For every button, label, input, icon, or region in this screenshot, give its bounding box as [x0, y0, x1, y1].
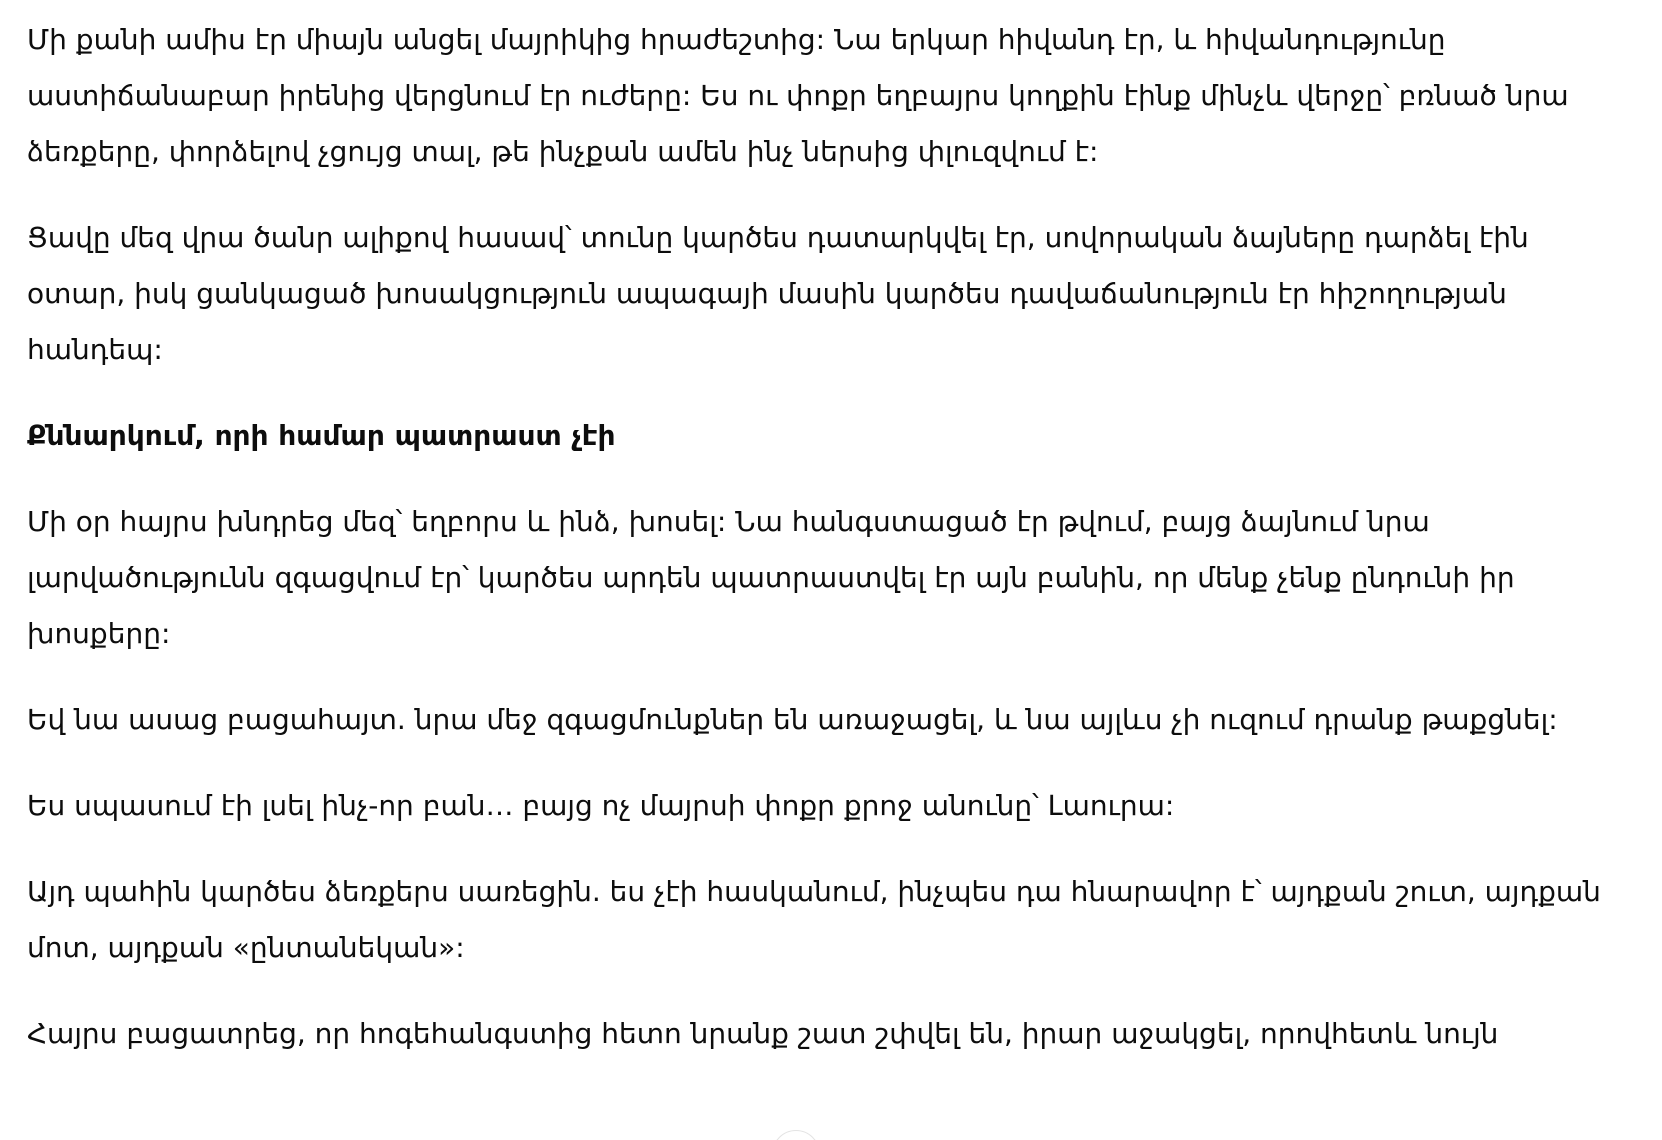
paragraph-1: Մի քանի ամիս էր միայն անցել մայրիկից հրաժեշտից: Նա երկար հիվանդ էր, և հիվանդությունը աստիճանաբար իրենից վերցնում էր ուժերը: Ես ու փոքր եղբայրս կողքին էինք մինչև վերջը՝ բռնած նրա ձեռքերը, փորձելով չցույց տալ, թե ինչքան ամեն ինչ ներսից փլուզվում է: [27, 23, 1569, 168]
paragraph-4: Եվ նա ասաց բացահայտ. նրա մեջ զգացմունքներ են առաջացել, և նա այլևս չի ուզում դրանք թաքցնել: [27, 703, 1558, 736]
paragraph-7: Հայրս բացատրեց, որ հոգեհանգստից հետո նրանք շատ շփվել են, իրար աջակցել, որովհետև նույն [27, 1017, 1499, 1050]
paragraph-2: Ցավը մեզ վրա ծանր ալիքով հասավ՝ տունը կարծես դատարկվել էր, սովորական ձայները դարձել էին օտար, իսկ ցանկացած խոսակցություն ապագայի մասին կարծես դավաճանություն էր հիշողության հանդեպ: [27, 221, 1529, 366]
paragraph-5: Ես սպասում էի լսել ինչ-որ բան… բայց ոչ մայրսի փոքր քրոջ անունը՝ Լաուրա: [27, 789, 1175, 822]
paragraph-3: Մի օր հայրս խնդրեց մեզ՝ եղբորս և ինձ, խոսել: Նա հանգստացած էր թվում, բայց ձայնում նրա լարվածությունն զգացվում էր՝ կարծես արդեն պատրաստվել էր այն բանին, որ մենք չենք ընդունի իր խոսքերը: [27, 505, 1515, 650]
scroll-down-button[interactable] [772, 1130, 820, 1140]
paragraph-6: Այդ պահին կարծես ձեռքերս սառեցին. ես չէի հասկանում, ինչպես դա հնարավոր է՝ այդքան շուտ, այդքան մոտ, այդքան «ընտանեկան»: [27, 875, 1601, 964]
article-body [27, 12, 1627, 1092]
section-heading: Քննարկում, որի համար պատրաստ չէի [27, 419, 616, 452]
